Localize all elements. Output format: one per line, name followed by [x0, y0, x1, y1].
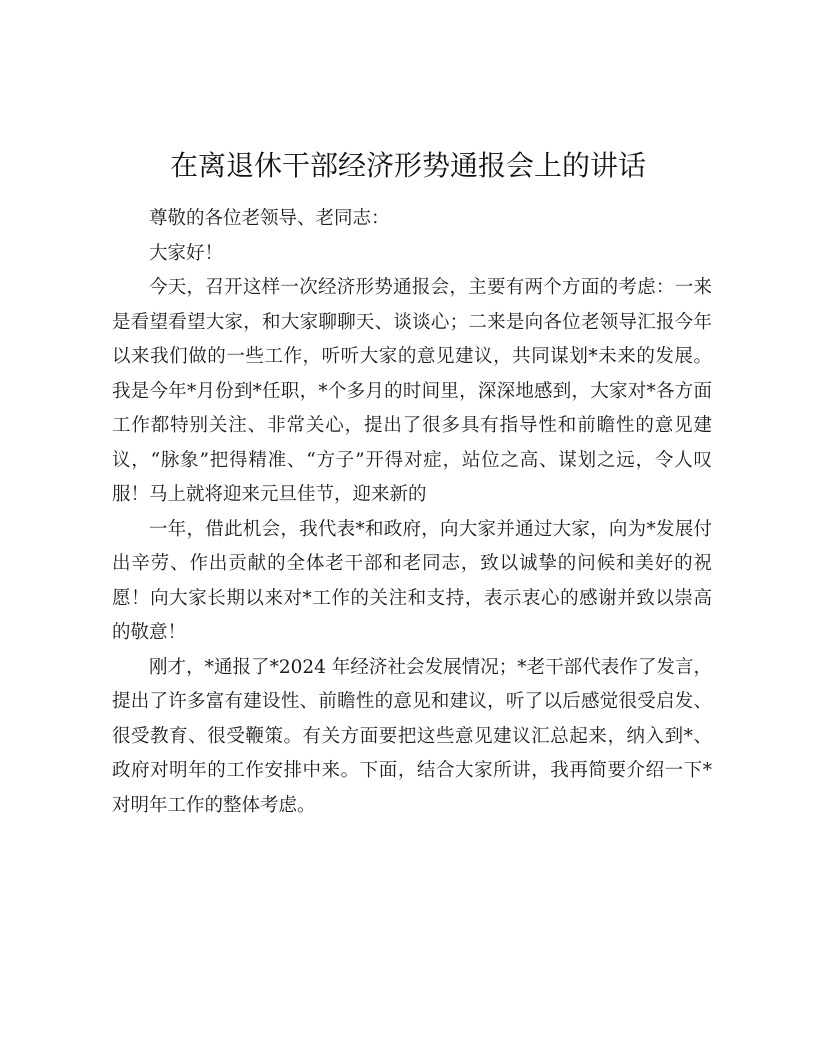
document-body	[112, 202, 712, 823]
body-paragraph-3: 刚才，*通报了*2024 年经济社会发展情况；*老干部代表作了发言，提出了许多富有建设性、前瞻性的意见和建议，听了以后感觉很受启发、很受教育、很受鞭策。有关方面要把这些意见建议汇总起来，纳入到*、政府对明年的工作安排中来。下面，结合大家所讲，我再简要介绍一下*对明年工作的整体考虑。	[112, 656, 712, 816]
document-title: 在离退休干部经济形势通报会上的讲话	[169, 149, 646, 182]
greeting: 大家好！	[149, 242, 224, 264]
salutation: 尊敬的各位老领导、老同志：	[149, 208, 390, 229]
body-paragraph-1: 今天，召开这样一次经济形势通报会，主要有两个方面的考虑：一来是看望看望大家，和大家聊聊天、谈谈心；二来是向各位老领导汇报今年以来我们做的一些工作，听听大家的意见建议，共同谋划*未来的发展。我是今年*月份到*任职，*个多月的时间里，深深地感到，大家对*各方面工作都特别关注、非常关心，提出了很多具有指导性和前瞻性的意见建议，“脉象”把得精准、“方子”开得对症，站位之高、谋划之远，令人叹服！马上就将迎来元旦佳节，迎来新的	[112, 277, 712, 505]
body-paragraph-2: 一年，借此机会，我代表*和政府，向大家并通过大家，向为*发展付出辛劳、作出贡献的全体老干部和老同志，致以诚挚的问候和美好的祝愿！向大家长期以来对*工作的关注和支持，表示衷心的感谢并致以崇高的敬意！	[112, 518, 712, 643]
